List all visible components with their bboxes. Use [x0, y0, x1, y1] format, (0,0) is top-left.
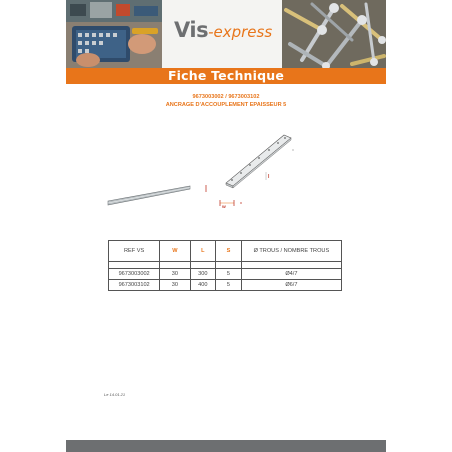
cell-holes: Ø4/7	[241, 269, 341, 280]
plate-isometric-view	[226, 135, 291, 188]
col-ref: REF VS	[109, 241, 160, 262]
product-name: ANCRAGE D'ACCOUPLEMENT EPAISSEUR 5	[165, 102, 287, 108]
technical-sheet	[66, 0, 386, 452]
version-date: Le 14.01.21	[104, 392, 126, 397]
logo-suffix: -express	[208, 23, 273, 41]
table-row	[109, 269, 342, 280]
table-header-row	[109, 241, 342, 262]
cell-ref: 9673003002	[109, 269, 160, 280]
cell-s: 5	[216, 280, 242, 291]
cell-ref: 9673003102	[109, 280, 160, 291]
label-l: l	[268, 174, 270, 180]
cell-holes: Ø6/7	[241, 280, 341, 291]
cell-w: 30	[160, 280, 190, 291]
product-refs: 9673003002 / 9673003102	[192, 94, 260, 100]
col-holes: Ø TROUS / NOMBRE TROUS	[241, 241, 341, 262]
header-banner	[66, 0, 386, 68]
label-w: W	[222, 204, 226, 209]
table-spacer	[109, 262, 342, 269]
cell-w: 30	[160, 269, 190, 280]
plate-side-view	[108, 186, 190, 205]
cell-s: 5	[216, 269, 242, 280]
tools-photo	[66, 0, 162, 68]
product-drawing	[66, 120, 386, 230]
spec-table	[108, 240, 342, 291]
dimension-lines	[206, 150, 294, 209]
footer-bar	[66, 440, 386, 452]
cell-l: 300	[190, 269, 216, 280]
table-row	[109, 280, 342, 291]
col-l: L	[190, 241, 216, 262]
screws-photo	[282, 0, 386, 68]
logo-brand: Vis	[174, 18, 209, 42]
vis-express-logo	[174, 18, 272, 48]
col-w: W	[160, 241, 190, 262]
col-s: S	[216, 241, 242, 262]
title-bar: Fiche Technique	[66, 68, 386, 84]
cell-l: 400	[190, 280, 216, 291]
